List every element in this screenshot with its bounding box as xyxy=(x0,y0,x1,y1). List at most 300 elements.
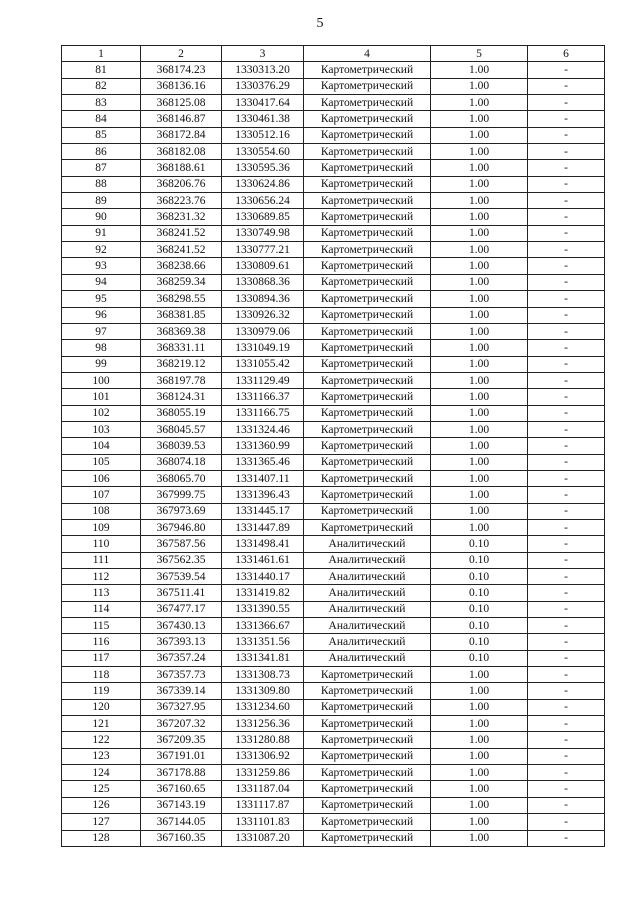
y-coordinate-cell: 1331306.92 xyxy=(222,748,304,764)
note-cell: - xyxy=(528,765,605,781)
y-coordinate-cell: 1331407.11 xyxy=(222,470,304,486)
method-cell: Картометрический xyxy=(304,323,431,339)
table-body xyxy=(62,62,605,847)
point-number-cell: 106 xyxy=(62,470,141,486)
y-coordinate-cell: 1330777.21 xyxy=(222,242,304,258)
note-cell: - xyxy=(528,618,605,634)
point-number-cell: 119 xyxy=(62,683,141,699)
x-coordinate-cell: 368124.31 xyxy=(141,389,222,405)
table-row xyxy=(62,78,605,94)
point-number-cell: 113 xyxy=(62,585,141,601)
y-coordinate-cell: 1331365.46 xyxy=(222,454,304,470)
note-cell: - xyxy=(528,438,605,454)
point-number-cell: 89 xyxy=(62,193,141,209)
table-row xyxy=(62,716,605,732)
table-row xyxy=(62,111,605,127)
y-coordinate-cell: 1331166.37 xyxy=(222,389,304,405)
method-cell: Картометрический xyxy=(304,209,431,225)
table-row xyxy=(62,274,605,290)
table-row xyxy=(62,585,605,601)
point-number-cell: 126 xyxy=(62,797,141,813)
method-cell: Аналитический xyxy=(304,601,431,617)
point-number-cell: 90 xyxy=(62,209,141,225)
table-row xyxy=(62,470,605,486)
y-coordinate-cell: 1331360.99 xyxy=(222,438,304,454)
y-coordinate-cell: 1330689.85 xyxy=(222,209,304,225)
y-coordinate-cell: 1331087.20 xyxy=(222,830,304,846)
x-coordinate-cell: 368223.76 xyxy=(141,193,222,209)
table-row xyxy=(62,291,605,307)
note-cell: - xyxy=(528,372,605,388)
point-number-cell: 115 xyxy=(62,618,141,634)
method-cell: Картометрический xyxy=(304,274,431,290)
note-cell: - xyxy=(528,307,605,323)
accuracy-cell: 1.00 xyxy=(431,781,528,797)
method-cell: Картометрический xyxy=(304,732,431,748)
y-coordinate-cell: 1330554.60 xyxy=(222,144,304,160)
accuracy-cell: 1.00 xyxy=(431,323,528,339)
point-number-cell: 94 xyxy=(62,274,141,290)
table-row xyxy=(62,209,605,225)
table-row xyxy=(62,258,605,274)
point-number-cell: 100 xyxy=(62,372,141,388)
point-number-cell: 86 xyxy=(62,144,141,160)
note-cell: - xyxy=(528,176,605,192)
point-number-cell: 121 xyxy=(62,716,141,732)
accuracy-cell: 1.00 xyxy=(431,144,528,160)
point-number-cell: 109 xyxy=(62,519,141,535)
method-cell: Аналитический xyxy=(304,552,431,568)
method-cell: Картометрический xyxy=(304,487,431,503)
x-coordinate-cell: 368241.52 xyxy=(141,242,222,258)
y-coordinate-cell: 1331445.17 xyxy=(222,503,304,519)
note-cell: - xyxy=(528,291,605,307)
x-coordinate-cell: 367477.17 xyxy=(141,601,222,617)
point-number-cell: 88 xyxy=(62,176,141,192)
point-number-cell: 85 xyxy=(62,127,141,143)
point-number-cell: 93 xyxy=(62,258,141,274)
method-cell: Картометрический xyxy=(304,797,431,813)
method-cell: Картометрический xyxy=(304,193,431,209)
method-cell: Картометрический xyxy=(304,699,431,715)
x-coordinate-cell: 368074.18 xyxy=(141,454,222,470)
note-cell: - xyxy=(528,454,605,470)
accuracy-cell: 0.10 xyxy=(431,585,528,601)
accuracy-cell: 1.00 xyxy=(431,340,528,356)
coordinates-table-container xyxy=(61,45,604,847)
note-cell: - xyxy=(528,601,605,617)
note-cell: - xyxy=(528,78,605,94)
note-cell: - xyxy=(528,487,605,503)
accuracy-cell: 1.00 xyxy=(431,242,528,258)
note-cell: - xyxy=(528,258,605,274)
table-row xyxy=(62,618,605,634)
method-cell: Аналитический xyxy=(304,536,431,552)
note-cell: - xyxy=(528,389,605,405)
table-row xyxy=(62,193,605,209)
note-cell: - xyxy=(528,323,605,339)
table-header-row xyxy=(62,46,605,62)
accuracy-cell: 1.00 xyxy=(431,193,528,209)
accuracy-cell: 1.00 xyxy=(431,111,528,127)
point-number-cell: 87 xyxy=(62,160,141,176)
table-row xyxy=(62,372,605,388)
table-row xyxy=(62,62,605,78)
method-cell: Аналитический xyxy=(304,634,431,650)
note-cell: - xyxy=(528,781,605,797)
table-row xyxy=(62,748,605,764)
y-coordinate-cell: 1331351.56 xyxy=(222,634,304,650)
point-number-cell: 116 xyxy=(62,634,141,650)
accuracy-cell: 1.00 xyxy=(431,176,528,192)
accuracy-cell: 0.10 xyxy=(431,601,528,617)
column-header-2: 2 xyxy=(141,46,222,62)
note-cell: - xyxy=(528,797,605,813)
accuracy-cell: 0.10 xyxy=(431,552,528,568)
accuracy-cell: 0.10 xyxy=(431,569,528,585)
accuracy-cell: 1.00 xyxy=(431,209,528,225)
x-coordinate-cell: 367207.32 xyxy=(141,716,222,732)
point-number-cell: 102 xyxy=(62,405,141,421)
y-coordinate-cell: 1331129.49 xyxy=(222,372,304,388)
point-number-cell: 108 xyxy=(62,503,141,519)
point-number-cell: 127 xyxy=(62,814,141,830)
note-cell: - xyxy=(528,634,605,650)
y-coordinate-cell: 1330656.24 xyxy=(222,193,304,209)
note-cell: - xyxy=(528,209,605,225)
table-row xyxy=(62,830,605,846)
accuracy-cell: 1.00 xyxy=(431,470,528,486)
note-cell: - xyxy=(528,503,605,519)
y-coordinate-cell: 1331366.67 xyxy=(222,618,304,634)
x-coordinate-cell: 368172.84 xyxy=(141,127,222,143)
x-coordinate-cell: 368259.34 xyxy=(141,274,222,290)
x-coordinate-cell: 367587.56 xyxy=(141,536,222,552)
accuracy-cell: 1.00 xyxy=(431,830,528,846)
method-cell: Аналитический xyxy=(304,585,431,601)
y-coordinate-cell: 1330461.38 xyxy=(222,111,304,127)
point-number-cell: 81 xyxy=(62,62,141,78)
table-row xyxy=(62,552,605,568)
accuracy-cell: 1.00 xyxy=(431,405,528,421)
y-coordinate-cell: 1330868.36 xyxy=(222,274,304,290)
table-row xyxy=(62,797,605,813)
point-number-cell: 114 xyxy=(62,601,141,617)
x-coordinate-cell: 368331.11 xyxy=(141,340,222,356)
table-row xyxy=(62,127,605,143)
column-header-4: 4 xyxy=(304,46,431,62)
accuracy-cell: 0.10 xyxy=(431,634,528,650)
method-cell: Картометрический xyxy=(304,78,431,94)
table-row xyxy=(62,519,605,535)
y-coordinate-cell: 1331055.42 xyxy=(222,356,304,372)
method-cell: Картометрический xyxy=(304,242,431,258)
note-cell: - xyxy=(528,242,605,258)
x-coordinate-cell: 367973.69 xyxy=(141,503,222,519)
method-cell: Картометрический xyxy=(304,716,431,732)
point-number-cell: 120 xyxy=(62,699,141,715)
note-cell: - xyxy=(528,667,605,683)
accuracy-cell: 1.00 xyxy=(431,716,528,732)
x-coordinate-cell: 368065.70 xyxy=(141,470,222,486)
note-cell: - xyxy=(528,519,605,535)
accuracy-cell: 1.00 xyxy=(431,127,528,143)
method-cell: Картометрический xyxy=(304,830,431,846)
method-cell: Картометрический xyxy=(304,405,431,421)
table-row xyxy=(62,144,605,160)
accuracy-cell: 0.10 xyxy=(431,650,528,666)
accuracy-cell: 1.00 xyxy=(431,372,528,388)
table-row xyxy=(62,650,605,666)
x-coordinate-cell: 367178.88 xyxy=(141,765,222,781)
note-cell: - xyxy=(528,683,605,699)
method-cell: Картометрический xyxy=(304,748,431,764)
table-row xyxy=(62,454,605,470)
accuracy-cell: 1.00 xyxy=(431,732,528,748)
coordinates-table xyxy=(61,45,605,847)
note-cell: - xyxy=(528,340,605,356)
table-row xyxy=(62,814,605,830)
point-number-cell: 96 xyxy=(62,307,141,323)
accuracy-cell: 1.00 xyxy=(431,814,528,830)
note-cell: - xyxy=(528,536,605,552)
x-coordinate-cell: 367160.65 xyxy=(141,781,222,797)
method-cell: Картометрический xyxy=(304,307,431,323)
table-row xyxy=(62,340,605,356)
x-coordinate-cell: 368298.55 xyxy=(141,291,222,307)
method-cell: Картометрический xyxy=(304,95,431,111)
note-cell: - xyxy=(528,699,605,715)
method-cell: Картометрический xyxy=(304,144,431,160)
x-coordinate-cell: 368206.76 xyxy=(141,176,222,192)
x-coordinate-cell: 368039.53 xyxy=(141,438,222,454)
x-coordinate-cell: 367999.75 xyxy=(141,487,222,503)
x-coordinate-cell: 368219.12 xyxy=(141,356,222,372)
table-header xyxy=(62,46,605,62)
y-coordinate-cell: 1331259.86 xyxy=(222,765,304,781)
accuracy-cell: 1.00 xyxy=(431,389,528,405)
method-cell: Картометрический xyxy=(304,127,431,143)
method-cell: Картометрический xyxy=(304,814,431,830)
method-cell: Картометрический xyxy=(304,372,431,388)
y-coordinate-cell: 1331440.17 xyxy=(222,569,304,585)
table-row xyxy=(62,323,605,339)
note-cell: - xyxy=(528,585,605,601)
accuracy-cell: 1.00 xyxy=(431,748,528,764)
point-number-cell: 110 xyxy=(62,536,141,552)
table-row xyxy=(62,421,605,437)
note-cell: - xyxy=(528,95,605,111)
note-cell: - xyxy=(528,356,605,372)
y-coordinate-cell: 1330894.36 xyxy=(222,291,304,307)
table-row xyxy=(62,781,605,797)
column-header-6: 6 xyxy=(528,46,605,62)
y-coordinate-cell: 1330512.16 xyxy=(222,127,304,143)
note-cell: - xyxy=(528,552,605,568)
note-cell: - xyxy=(528,830,605,846)
table-row xyxy=(62,503,605,519)
y-coordinate-cell: 1330376.29 xyxy=(222,78,304,94)
point-number-cell: 97 xyxy=(62,323,141,339)
table-row xyxy=(62,242,605,258)
page-number: 5 xyxy=(316,16,324,31)
x-coordinate-cell: 368241.52 xyxy=(141,225,222,241)
column-header-5: 5 xyxy=(431,46,528,62)
accuracy-cell: 1.00 xyxy=(431,160,528,176)
accuracy-cell: 1.00 xyxy=(431,356,528,372)
column-header-1: 1 xyxy=(62,46,141,62)
accuracy-cell: 0.10 xyxy=(431,536,528,552)
point-number-cell: 118 xyxy=(62,667,141,683)
method-cell: Аналитический xyxy=(304,650,431,666)
point-number-cell: 104 xyxy=(62,438,141,454)
table-row xyxy=(62,160,605,176)
point-number-cell: 117 xyxy=(62,650,141,666)
note-cell: - xyxy=(528,470,605,486)
x-coordinate-cell: 368125.08 xyxy=(141,95,222,111)
x-coordinate-cell: 367511.41 xyxy=(141,585,222,601)
note-cell: - xyxy=(528,225,605,241)
point-number-cell: 105 xyxy=(62,454,141,470)
method-cell: Картометрический xyxy=(304,62,431,78)
x-coordinate-cell: 367946.80 xyxy=(141,519,222,535)
y-coordinate-cell: 1331256.36 xyxy=(222,716,304,732)
x-coordinate-cell: 367327.95 xyxy=(141,699,222,715)
point-number-cell: 84 xyxy=(62,111,141,127)
method-cell: Картометрический xyxy=(304,160,431,176)
table-row xyxy=(62,765,605,781)
y-coordinate-cell: 1330417.64 xyxy=(222,95,304,111)
method-cell: Аналитический xyxy=(304,569,431,585)
x-coordinate-cell: 368231.32 xyxy=(141,209,222,225)
accuracy-cell: 0.10 xyxy=(431,618,528,634)
note-cell: - xyxy=(528,127,605,143)
y-coordinate-cell: 1331461.61 xyxy=(222,552,304,568)
method-cell: Картометрический xyxy=(304,340,431,356)
x-coordinate-cell: 367562.35 xyxy=(141,552,222,568)
accuracy-cell: 1.00 xyxy=(431,699,528,715)
accuracy-cell: 1.00 xyxy=(431,274,528,290)
method-cell: Картометрический xyxy=(304,111,431,127)
method-cell: Картометрический xyxy=(304,258,431,274)
accuracy-cell: 1.00 xyxy=(431,307,528,323)
table-row xyxy=(62,683,605,699)
x-coordinate-cell: 367209.35 xyxy=(141,732,222,748)
note-cell: - xyxy=(528,732,605,748)
y-coordinate-cell: 1331341.81 xyxy=(222,650,304,666)
point-number-cell: 98 xyxy=(62,340,141,356)
x-coordinate-cell: 367143.19 xyxy=(141,797,222,813)
method-cell: Картометрический xyxy=(304,503,431,519)
method-cell: Аналитический xyxy=(304,618,431,634)
accuracy-cell: 1.00 xyxy=(431,765,528,781)
y-coordinate-cell: 1331187.04 xyxy=(222,781,304,797)
y-coordinate-cell: 1331447.89 xyxy=(222,519,304,535)
point-number-cell: 112 xyxy=(62,569,141,585)
method-cell: Картометрический xyxy=(304,765,431,781)
y-coordinate-cell: 1331234.60 xyxy=(222,699,304,715)
point-number-cell: 122 xyxy=(62,732,141,748)
method-cell: Картометрический xyxy=(304,519,431,535)
note-cell: - xyxy=(528,274,605,290)
x-coordinate-cell: 368182.08 xyxy=(141,144,222,160)
y-coordinate-cell: 1331166.75 xyxy=(222,405,304,421)
method-cell: Картометрический xyxy=(304,389,431,405)
x-coordinate-cell: 367191.01 xyxy=(141,748,222,764)
y-coordinate-cell: 1331101.83 xyxy=(222,814,304,830)
table-row xyxy=(62,356,605,372)
y-coordinate-cell: 1331498.41 xyxy=(222,536,304,552)
note-cell: - xyxy=(528,650,605,666)
point-number-cell: 107 xyxy=(62,487,141,503)
x-coordinate-cell: 367539.54 xyxy=(141,569,222,585)
y-coordinate-cell: 1331324.46 xyxy=(222,421,304,437)
method-cell: Картометрический xyxy=(304,421,431,437)
x-coordinate-cell: 367357.24 xyxy=(141,650,222,666)
note-cell: - xyxy=(528,160,605,176)
y-coordinate-cell: 1331280.88 xyxy=(222,732,304,748)
point-number-cell: 92 xyxy=(62,242,141,258)
x-coordinate-cell: 368381.85 xyxy=(141,307,222,323)
point-number-cell: 128 xyxy=(62,830,141,846)
x-coordinate-cell: 368174.23 xyxy=(141,62,222,78)
table-row xyxy=(62,569,605,585)
accuracy-cell: 1.00 xyxy=(431,683,528,699)
x-coordinate-cell: 367357.73 xyxy=(141,667,222,683)
note-cell: - xyxy=(528,421,605,437)
method-cell: Картометрический xyxy=(304,454,431,470)
table-row xyxy=(62,634,605,650)
note-cell: - xyxy=(528,748,605,764)
x-coordinate-cell: 367393.13 xyxy=(141,634,222,650)
accuracy-cell: 1.00 xyxy=(431,667,528,683)
table-row xyxy=(62,405,605,421)
x-coordinate-cell: 367339.14 xyxy=(141,683,222,699)
accuracy-cell: 1.00 xyxy=(431,487,528,503)
x-coordinate-cell: 368136.16 xyxy=(141,78,222,94)
method-cell: Картометрический xyxy=(304,438,431,454)
y-coordinate-cell: 1330595.36 xyxy=(222,160,304,176)
accuracy-cell: 1.00 xyxy=(431,421,528,437)
point-number-cell: 123 xyxy=(62,748,141,764)
note-cell: - xyxy=(528,814,605,830)
accuracy-cell: 1.00 xyxy=(431,78,528,94)
accuracy-cell: 1.00 xyxy=(431,519,528,535)
table-row xyxy=(62,95,605,111)
y-coordinate-cell: 1331049.19 xyxy=(222,340,304,356)
x-coordinate-cell: 368146.87 xyxy=(141,111,222,127)
method-cell: Картометрический xyxy=(304,176,431,192)
y-coordinate-cell: 1330979.06 xyxy=(222,323,304,339)
point-number-cell: 103 xyxy=(62,421,141,437)
method-cell: Картометрический xyxy=(304,470,431,486)
note-cell: - xyxy=(528,716,605,732)
point-number-cell: 95 xyxy=(62,291,141,307)
x-coordinate-cell: 367430.13 xyxy=(141,618,222,634)
x-coordinate-cell: 367160.35 xyxy=(141,830,222,846)
y-coordinate-cell: 1330624.86 xyxy=(222,176,304,192)
accuracy-cell: 1.00 xyxy=(431,503,528,519)
method-cell: Картометрический xyxy=(304,291,431,307)
y-coordinate-cell: 1331419.82 xyxy=(222,585,304,601)
x-coordinate-cell: 368055.19 xyxy=(141,405,222,421)
point-number-cell: 99 xyxy=(62,356,141,372)
y-coordinate-cell: 1331390.55 xyxy=(222,601,304,617)
point-number-cell: 124 xyxy=(62,765,141,781)
point-number-cell: 82 xyxy=(62,78,141,94)
y-coordinate-cell: 1330749.98 xyxy=(222,225,304,241)
table-row xyxy=(62,176,605,192)
